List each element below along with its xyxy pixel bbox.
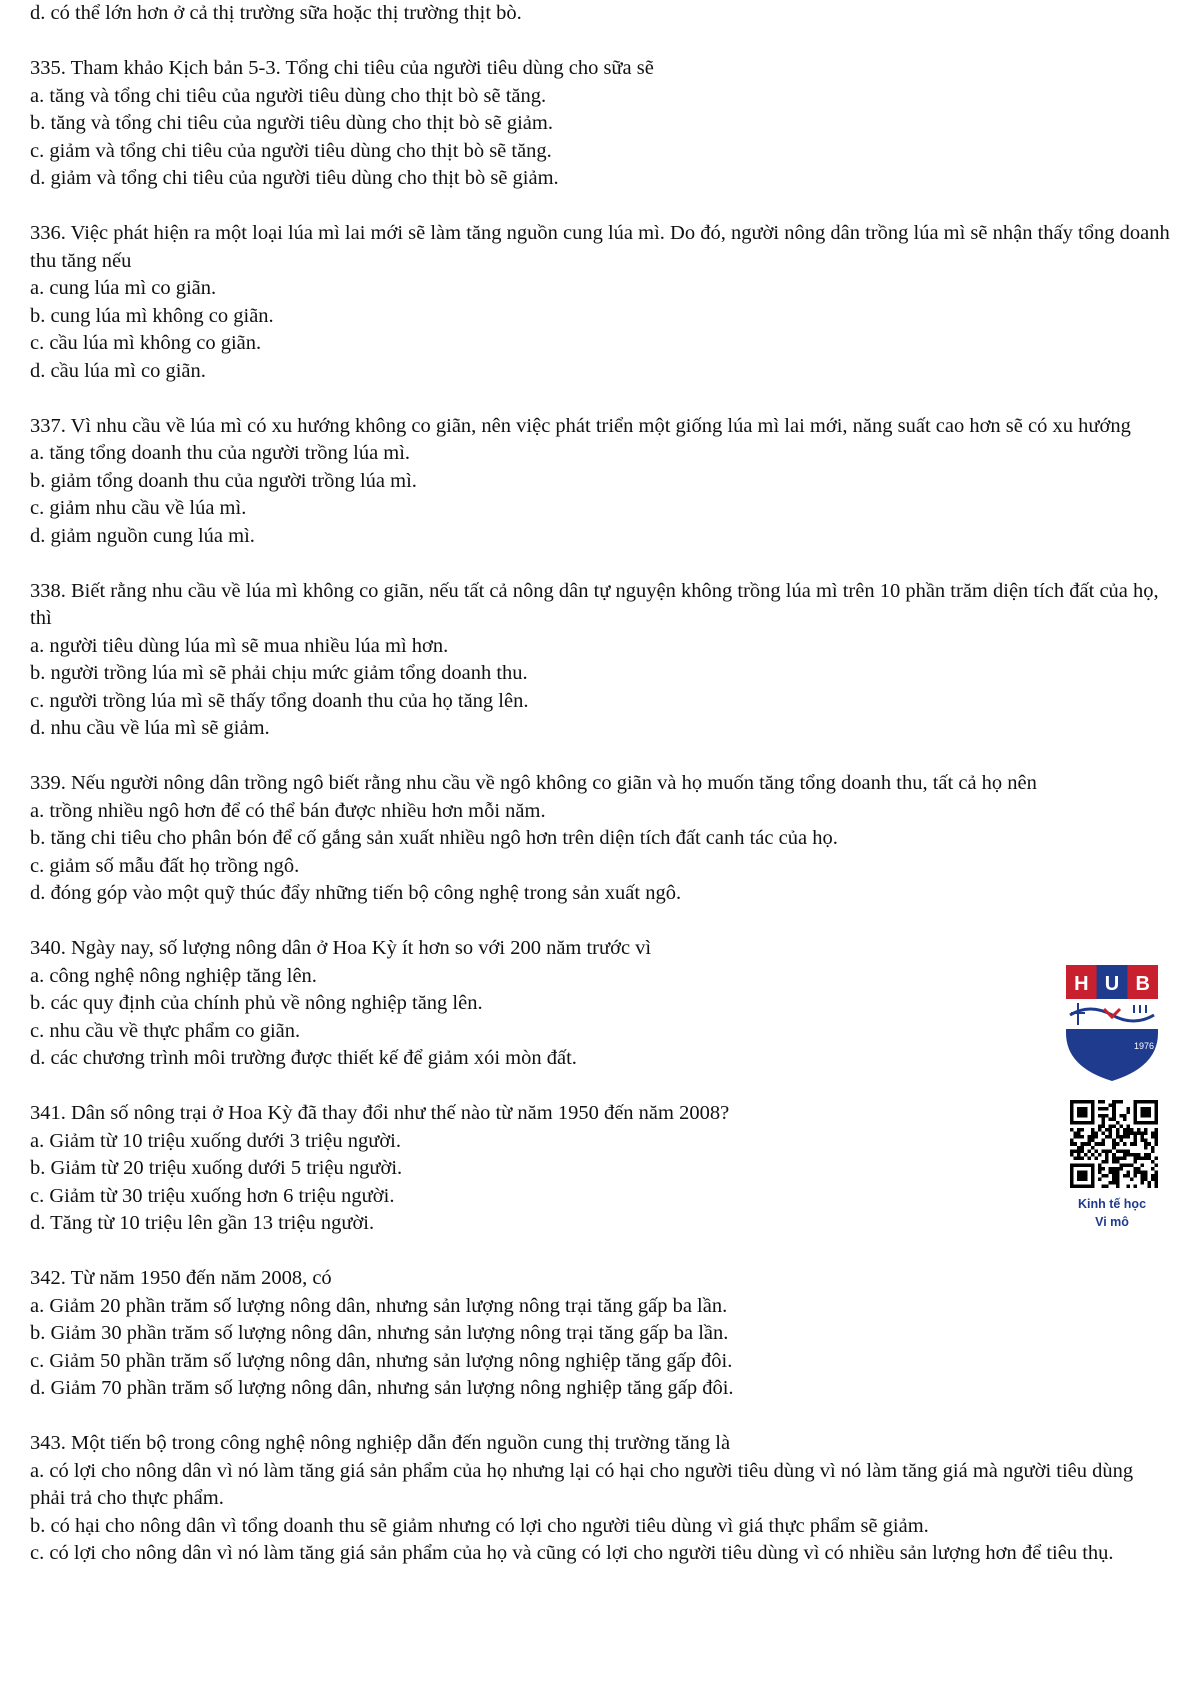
answer-option: c. cầu lúa mì không co giãn.	[30, 332, 262, 354]
question-block	[30, 55, 1170, 193]
answer-option: d. nhu cầu về lúa mì sẽ giảm.	[30, 717, 270, 739]
question-stem: 336. Việc phát hiện ra một loại lúa mì lai mới sẽ làm tăng nguồn cung lúa mì. Do đó, người nông dân trồng lúa mì sẽ nhận thấy tổng doanh thu tăng nếu	[30, 222, 1170, 272]
question-block	[30, 578, 1170, 743]
answer-option: a. tăng tổng doanh thu của người trồng lúa mì.	[30, 442, 411, 464]
question-stem: 343. Một tiến bộ trong công nghệ nông nghiệp dẫn đến nguồn cung thị trường tăng là	[30, 1432, 731, 1454]
logo-caption-line2: Vi mô	[1095, 1215, 1129, 1229]
answer-option: a. tăng và tổng chi tiêu của người tiêu dùng cho thịt bò sẽ tăng.	[30, 84, 547, 107]
answer-option: d. Giảm 70 phần trăm số lượng nông dân, nhưng sản lượng nông nghiệp tăng gấp đôi.	[30, 1377, 734, 1399]
question-stem: 341. Dân số nông trại ở Hoa Kỳ đã thay đổi như thế nào từ năm 1950 đến năm 2008?	[30, 1102, 730, 1124]
answer-option: d. giảm và tổng chi tiêu của người tiêu dùng cho thịt bò sẽ giảm.	[30, 167, 559, 189]
question-stem: 335. Tham khảo Kịch bản 5-3. Tổng chi tiêu của người tiêu dùng cho sữa sẽ	[30, 57, 654, 79]
answer-option: d. Tăng từ 10 triệu lên gần 13 triệu người.	[30, 1212, 375, 1234]
qr-code	[1070, 1100, 1158, 1188]
answer-option: c. giảm và tổng chi tiêu của người tiêu dùng cho thịt bò sẽ tăng.	[30, 139, 552, 162]
answer-option: b. tăng chi tiêu cho phân bón để cố gắng sản xuất nhiều ngô hơn trên diện tích đất canh tác của họ.	[30, 827, 838, 849]
question-block	[30, 220, 1170, 385]
answer-option: c. Giảm từ 30 triệu xuống hơn 6 triệu người.	[30, 1184, 395, 1207]
answer-option: c. nhu cầu về thực phẩm co giãn.	[30, 1019, 301, 1042]
question-stem: 338. Biết rằng nhu cầu về lúa mì không co giãn, nếu tất cả nông dân tự nguyện không trồng lúa mì trên 10 phần trăm diện tích đất của họ, thì	[30, 579, 1159, 629]
answer-option: c. có lợi cho nông dân vì nó làm tăng giá sản phẩm của họ và cũng có lợi cho người tiêu dùng vì có nhiều sản lượng hơn để tiêu thụ.	[30, 1542, 1114, 1564]
logo-letter-b: B	[1135, 973, 1150, 995]
question-list	[30, 55, 1170, 1568]
document-page	[30, 0, 1170, 1568]
question-stem: 342. Từ năm 1950 đến năm 2008, có	[30, 1267, 332, 1289]
answer-option: c. Giảm 50 phần trăm số lượng nông dân, nhưng sản lượng nông nghiệp tăng gấp đôi.	[30, 1349, 733, 1372]
answer-option: a. cung lúa mì co giãn.	[30, 277, 217, 299]
answer-option: a. công nghệ nông nghiệp tăng lên.	[30, 964, 317, 987]
question-stem: 339. Nếu người nông dân trồng ngô biết rằng nhu cầu về ngô không co giãn và họ muốn tăng tổng doanh thu, tất cả họ nên	[30, 772, 1037, 794]
answer-option: d. giảm nguồn cung lúa mì.	[30, 524, 255, 547]
top-line: d. có thể lớn hơn ở cả thị trường sữa hoặc thị trường thịt bò.	[30, 2, 522, 24]
answer-option: a. người tiêu dùng lúa mì sẽ mua nhiều lúa mì hơn.	[30, 634, 449, 657]
answer-option: a. Giảm từ 10 triệu xuống dưới 3 triệu người.	[30, 1129, 402, 1152]
answer-option: a. trồng nhiều ngô hơn để có thể bán được nhiều hơn mỗi năm.	[30, 799, 546, 822]
answer-option: b. các quy định của chính phủ về nông nghiệp tăng lên.	[30, 992, 483, 1014]
question-stem: 340. Ngày nay, số lượng nông dân ở Hoa Kỳ ít hơn so với 200 năm trước vì	[30, 937, 652, 959]
question-block	[30, 1430, 1170, 1568]
question-stem: 337. Vì nhu cầu về lúa mì có xu hướng không co giãn, nên việc phát triển một giống lúa mì lai mới, năng suất cao hơn sẽ có xu hướng	[30, 414, 1131, 437]
answer-option: c. giảm nhu cầu về lúa mì.	[30, 497, 247, 519]
answer-option: d. các chương trình môi trường được thiết kế để giảm xói mòn đất.	[30, 1047, 577, 1069]
answer-option: b. giảm tổng doanh thu của người trồng lúa mì.	[30, 469, 417, 492]
question-block	[30, 1100, 1170, 1238]
logo-letter-h: H	[1074, 973, 1089, 995]
answer-option: c. người trồng lúa mì sẽ thấy tổng doanh thu của họ tăng lên.	[30, 689, 529, 712]
question-block	[30, 413, 1170, 551]
answer-option: d. đóng góp vào một quỹ thúc đẩy những tiến bộ công nghệ trong sản xuất ngô.	[30, 882, 682, 904]
hub-logo	[1064, 963, 1160, 1083]
question-block	[30, 770, 1170, 908]
answer-option: a. Giảm 20 phần trăm số lượng nông dân, nhưng sản lượng nông trại tăng gấp ba lần.	[30, 1294, 728, 1317]
answer-option: b. Giảm 30 phần trăm số lượng nông dân, nhưng sản lượng nông trại tăng gấp ba lần.	[30, 1322, 729, 1344]
question-block	[30, 1265, 1170, 1403]
answer-option: b. có hại cho nông dân vì tổng doanh thu sẽ giảm nhưng có lợi cho người tiêu dùng vì giá thực phẩm sẽ giảm.	[30, 1514, 929, 1537]
logo-caption-line1: Kinh tế học	[1077, 1197, 1147, 1211]
logo-year: 1976	[1133, 1041, 1155, 1051]
question-block	[30, 935, 1170, 1073]
logo-letter-u: U	[1104, 973, 1120, 995]
answer-option: b. Giảm từ 20 triệu xuống dưới 5 triệu người.	[30, 1157, 403, 1179]
answer-option: b. cung lúa mì không co giãn.	[30, 304, 274, 327]
answer-option: a. có lợi cho nông dân vì nó làm tăng giá sản phẩm của họ nhưng lại có hại cho người tiêu dùng vì nó làm tăng giá mà người tiêu dùng phải trả cho thực phẩm.	[30, 1459, 1134, 1509]
answer-option: b. người trồng lúa mì sẽ phải chịu mức giảm tổng doanh thu.	[30, 662, 528, 684]
answer-option: c. giảm số mẫu đất họ trồng ngô.	[30, 854, 300, 877]
answer-option: b. tăng và tổng chi tiêu của người tiêu dùng cho thịt bò sẽ giảm.	[30, 112, 553, 134]
answer-option: d. cầu lúa mì co giãn.	[30, 359, 206, 382]
